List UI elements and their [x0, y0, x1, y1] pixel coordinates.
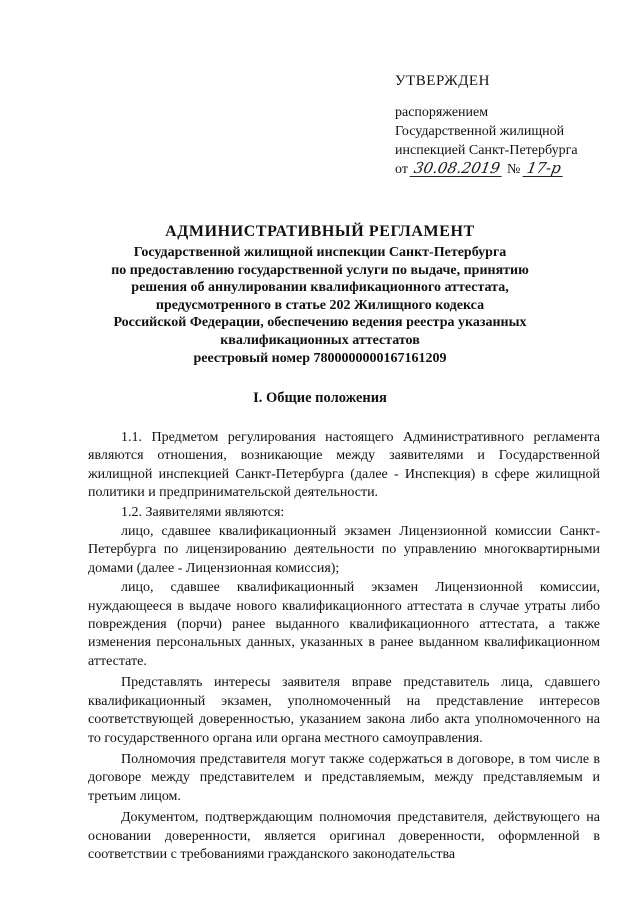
paragraph: Полномочия представителя могут также содержаться в договоре, в том числе в договоре между представителем и представляемым, между представляемым и третьим лицом. [88, 751, 600, 804]
paragraph: Представлять интересы заявителя вправе представитель лица, сдавшего квалификационный экзамен, уполномоченный на представление интересов соответствующей доверенностью, указанием закона либо акта уполномоченного на то государственного органа или органа местного самоуправления. [88, 675, 600, 746]
approval-date-line [395, 160, 625, 179]
regulation-title: АДМИНИСТРАТИВНЫЙ РЕГЛАМЕНТ [165, 223, 475, 240]
heading-line: квалификационных аттестатов [220, 332, 420, 348]
approval-line: распоряжением [395, 105, 489, 120]
heading-line: предусмотренного в статье 202 Жилищного кодекса [155, 297, 485, 313]
heading-line: решения об аннулировании квалификационного аттестата, [131, 280, 509, 296]
number-prefix: № [506, 162, 521, 177]
approval-block [395, 72, 625, 179]
heading-line: по предоставлению государственной услуги по выдаче, принятию [111, 262, 529, 278]
date-prefix: от [395, 162, 408, 177]
section-title: I. Общие положения [253, 390, 387, 406]
registry-number: реестровый номер 7800000000167161209 [193, 350, 447, 366]
heading-line: Российской Федерации, обеспечению ведения реестра указанных [113, 315, 527, 331]
paragraph: 1.2. Заявителями являются: [121, 504, 285, 520]
handwritten-date: 30.08.2019 [410, 160, 505, 177]
approval-line: Государственной жилищной [395, 124, 565, 139]
paragraph: лицо, сдавшее квалификационный экзамен Лицензионной комиссии Санкт-Петербурга по лицензированию деятельности по управлению многоквартирными домами (далее - Лицензионная комиссия); [88, 524, 600, 576]
handwritten-number: 17-р [522, 160, 565, 177]
paragraph: лицо, сдавшее квалификационный экзамен Лицензионной комиссии, нуждающееся в выдаче нового квалификационного аттестата в случае утраты либо повреждения (порчи) ранее выданного квалификационного аттестата, а также изменения персональных данных, указанных в ранее выданном квалификационном аттестате. [88, 580, 600, 669]
regulation-heading [60, 222, 580, 367]
heading-line: Государственной жилищной инспекции Санкт-Петербурга [133, 245, 507, 260]
paragraph: 1.1. Предметом регулирования настоящего Административного регламента являются отношения, возникающие между заявителями и Государственной жилищной инспекцией Санкт-Петербурга (далее - Инспекция) в сфере жилищной политики и предпринимательской деятельности. [88, 430, 600, 501]
document-body [88, 429, 600, 864]
paragraph: Документом, подтверждающим полномочия представителя, действующего на основании доверенности, является оригинал доверенности, оформленной в соответствии с требованиями гражданского законодательства [88, 810, 600, 862]
approval-title: УТВЕРЖДЕН [395, 73, 490, 89]
approval-line: инспекцией Санкт-Петербурга [395, 143, 578, 158]
